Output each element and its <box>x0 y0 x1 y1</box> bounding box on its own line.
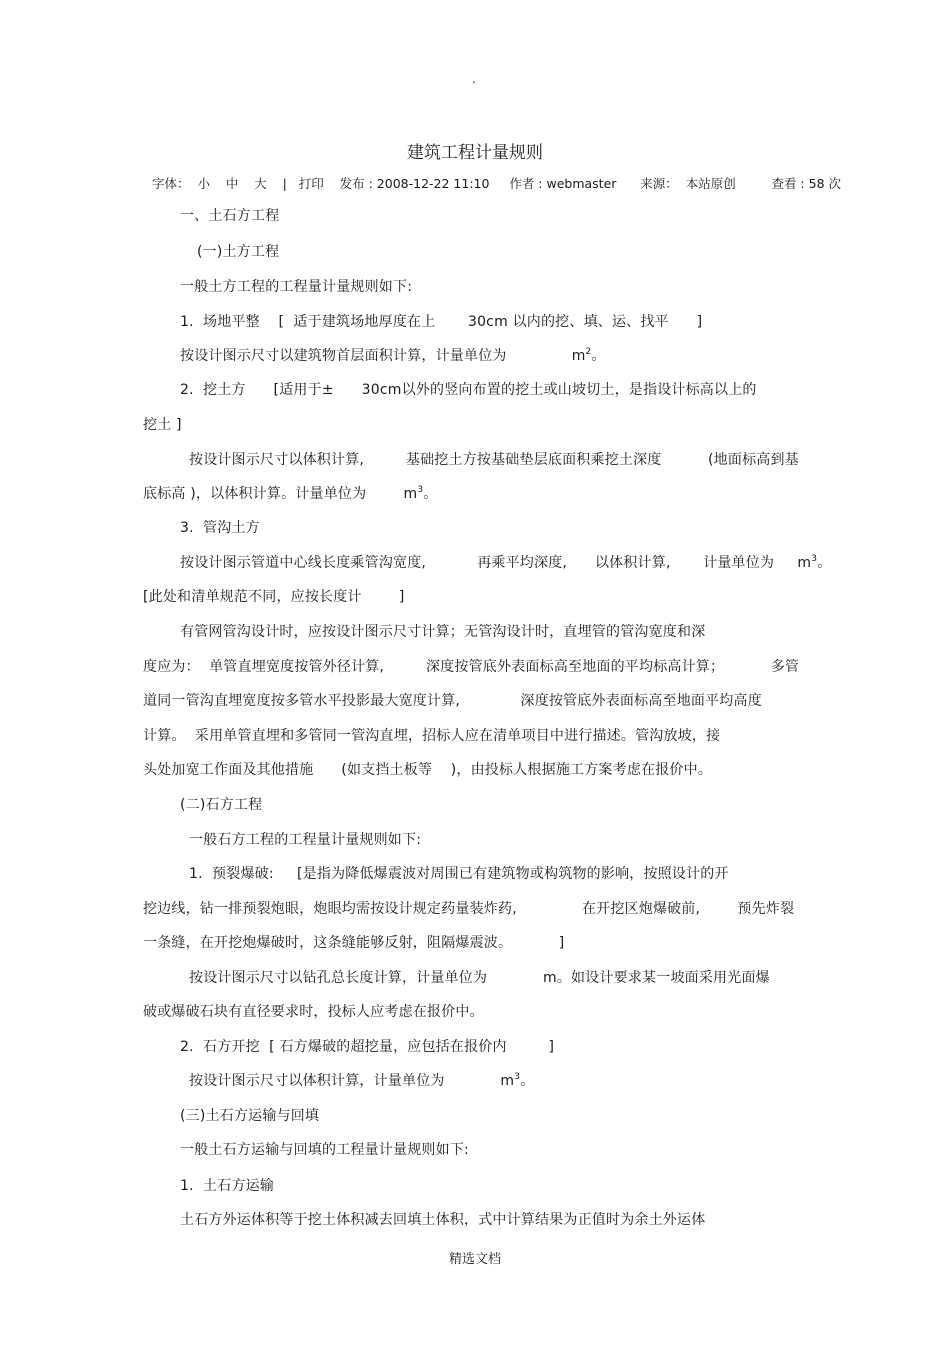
unit-exponent: 3 <box>811 554 818 564</box>
paragraph-line: 按设计图示尺寸以体积计算, 基础挖土方按基础垫层底面积乘挖土深度 (地面标高到基 <box>189 452 799 468</box>
subsection-heading: (三)土石方运输与回填 <box>180 1108 320 1124</box>
list-item: 1. 场地平整 [ 适于建筑场地厚度在上 30cm 以内的挖、填、运、找平 ] <box>180 314 703 330</box>
paragraph-line: 挖边线，钻一排预裂炮眼，炮眼均需按设计规定药量装炸药, 在开挖区炮爆破前, 预先炸裂 <box>143 901 795 917</box>
paragraph-line: 底标高 )，以体积计算。计量单位为 $m^3$。 <box>143 485 438 502</box>
page-footer: 精选文档 <box>448 1252 501 1267</box>
list-item: 2. 挖土方 [适用于± 30cm以外的竖向布置的挖土或山坡切土，是指设计标高以上的 <box>180 382 757 398</box>
header-dot: . <box>472 72 476 86</box>
paragraph-line: 按设计图示尺寸以体积计算，计量单位为 $m^3$。 <box>189 1072 535 1089</box>
paragraph-line: 一般土方工程的工程量计量规则如下: <box>180 279 413 295</box>
unit-exponent: 2 <box>585 347 592 357</box>
paragraph-line: 土石方外运体积等于挖土体积减去回填土体积，式中计算结果为正值时为余土外运体 <box>180 1212 706 1228</box>
paragraph-line: [此处和清单规范不同，应按长度计 ] <box>143 589 405 605</box>
list-item: 1. 土石方运输 <box>180 1178 275 1194</box>
paragraph-line: 一条缝，在开挖炮爆破时，这条缝能够反射，阻隔爆震波。 ] <box>143 935 565 951</box>
unit-exponent: 3 <box>514 1072 521 1082</box>
paragraph-line: 按设计图示尺寸以建筑物首层面积计算，计量单位为 $m^2$。 <box>180 347 606 364</box>
list-item: 3. 管沟土方 <box>180 520 260 536</box>
paragraph-line: 一般土石方运输与回填的工程量计量规则如下: <box>180 1142 469 1158</box>
paragraph-line: 按设计图示管道中心线长度乘管沟宽度, 再乘平均深度, 以体积计算, 计量单位为 $m^3$。 <box>180 554 832 571</box>
paragraph-line: 一般石方工程的工程量计量规则如下: <box>189 832 422 848</box>
paragraph-line: 计算。 采用单管直埋和多管同一管沟直埋，招标人应在清单项目中进行描述。管沟放坡，接 <box>143 728 721 744</box>
unit-exponent: 3 <box>417 485 424 495</box>
paragraph-line: 挖土 ] <box>143 417 182 433</box>
paragraph-line: 破或爆破石块有直径要求时，投标人应考虑在报价中。 <box>143 1004 484 1020</box>
list-item: 2. 石方开挖 [ 石方爆破的超挖量，应包括在报价内 ] <box>180 1039 555 1055</box>
paragraph-line: 有管网管沟设计时，应按设计图示尺寸计算；无管沟设计时，直埋管的管沟宽度和深 <box>180 624 706 640</box>
article-meta: 字体： 小 中 大 | 打印 发布 : 2008-12-22 11:10 作者 : webmaster 来源： 本站原创 查看 : 58 次 <box>152 176 841 191</box>
list-item: 1. 预裂爆破: [是指为降低爆震波对周围已有建筑物或构筑物的影响，按照设计的开 <box>189 866 729 882</box>
page-title: 建筑工程计量规则 <box>407 143 543 163</box>
subsection-heading: (二)石方工程 <box>180 797 263 813</box>
paragraph-line: 道同一管沟直埋宽度按多管水平投影最大宽度计算, 深度按管底外表面标高至地面平均高度 <box>143 693 762 709</box>
paragraph-line: 按设计图示尺寸以钻孔总长度计算，计量单位为 m。如设计要求某一坡面采用光面爆 <box>189 970 770 986</box>
subsection-heading: (一)土方工程 <box>197 244 280 260</box>
section-heading: 一、土石方工程 <box>180 208 280 224</box>
paragraph-line: 头处加宽工作面及其他措施 (如支挡土板等 )，由投标人根据施工方案考虑在报价中。 <box>143 762 713 778</box>
paragraph-line: 度应为： 单管直埋宽度按管外径计算, 深度按管底外表面标高至地面的平均标高计算； 多管 <box>143 659 800 675</box>
